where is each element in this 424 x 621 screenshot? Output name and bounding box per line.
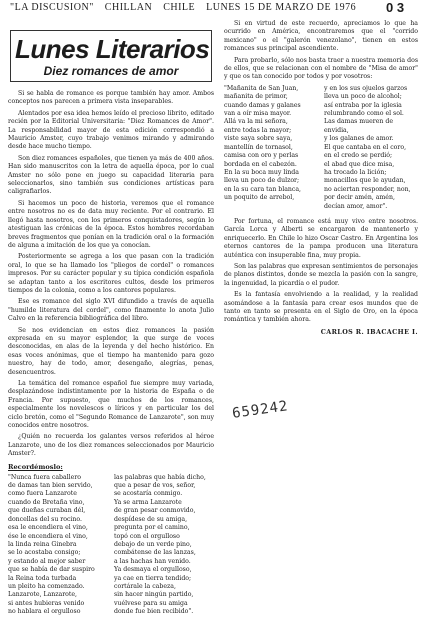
- paragraph: Son las palabras que expresan sentimientos de personajes de planos distintos, donde se mezcla la pasión con la sangre, la ingenuidad, la picardía o el pudor.: [224, 262, 418, 287]
- paragraph: La temática del romance español fue siempre muy variada, desplazándose indistintamente por la historia de España o de Francia. Por supuesto, que muchos de los romances, especialmente los novelescos o líricos y en particular los del ciclo bretón, como el "Segundo Romance de Lanzarote", son muy conocidos entre nosotros.: [8, 380, 214, 430]
- article-title: Lunes Literarios: [15, 34, 210, 64]
- country-name: CHILE: [163, 2, 196, 13]
- poem-column-right: las palabras que había dicho, que a pesar de vos, señor, se acostaría conmigo. Ya se arma Lanzarote de gran pesar conmovido, despídese de su amiga, pregunta por el camino, topó con el orgulloso debajo de un verde pino, combátense de las lanzas, a las hachas han venido. Ya desmaya el orgulloso, ya cae en tierra tendido; cortárale la cabeza, sin hacer ningún partido, vuélvese para su amiga donde fue bien recibido".: [114, 473, 206, 616]
- paragraph: Posteriormente se agrega a los que pasan con la tradición oral, lo que se ha llamado los "pliegos de cordel" o romances impresos. Por su carácter popular y su típica condición española se adaptan tanto a los escritores cultos, desde los primeros tiempos de la colonia, como a los cantores populares.: [8, 253, 214, 294]
- paragraph: Ese es romance del siglo XVI difundido a través de aquella "humilde literatura del cordel", como finamente lo anota Julio Calvo en la referencia bibliográfica del libro.: [8, 298, 214, 323]
- paragraph: Son diez romances españoles, que tienen ya más de 400 años. Han sido manuscritos con la letra de aquella época, por lo cual Amster no sólo pone en juego su capacidad literaria para seleccionarlos, sino también sus condiciones artísticas para caligrafiarlos.: [8, 154, 214, 196]
- issue-date: LUNES 15 DE MARZO DE 1976: [206, 2, 357, 13]
- poem-column-left: "Nunca fuera caballero de damas tan bien servido, como fuera Lanzarote cuando de Bretaña vino, que dueñas curaban dél, doncellas del su rocino. esa le encendiera el vino, ése le encendiera el vino, la linda reina Ginebra se lo acostaba consigo; y estando al mejor saber que se había de dar suspiro la Reina toda turbada un pleito ha comenzado. Lanzarote, Lanzarote, si antes hubieras venido no hablara el orgulloso: [8, 473, 95, 616]
- page-number: 0 3: [386, 0, 405, 15]
- poem-column-right: y en los sus ojuelos garzos lleva un poco de alcohol; así entraba por la iglesia relumbrando como el sol. Las damas mueren de envidia, y los galanes de amor. El que cantaba en el coro, en el credo se perdió; el abad que dice misa, ha trocado la lición; monacillos que le ayudan, no aciertan responder, non, por decir amén, amén, decían amor, amor".: [324, 84, 411, 210]
- poem-column-left: "Mañanita de San Juan, mañanita de primor, cuando damas y galanes van a oír misa mayor. Allá va la mi señora, entre todas la mayor; viste saya sobre saya, mantellín de tornasol, camisa con oro y perlas bordada en el cabezón. En la su boca muy linda lleva un poco de dulzor; en la su cara tan blanca, un poquito de arrebol,: [224, 84, 302, 202]
- paragraph: Alentados por esa idea hemos leído el precioso librito, editado recién por la Editorial Universitaria: "Diez Romances de Amor". La responsabilidad mayor de esta edición correspondió a Mauricio Amster, cuyo trabajo venimos mirando y admirando desde hace mucho tiempo.: [8, 109, 214, 151]
- right-column: [224, 20, 418, 600]
- section-label: Recordémoslo:: [8, 462, 63, 471]
- paragraph: Si en virtud de este recuerdo, apreciamos lo que ha ocurrido en América, encontraremos que el "corrido mexicano" o el "galerón venezolano", tienen en estos romances sus principal ascendiente.: [224, 20, 418, 53]
- paragraph: Por fortuna, el romance está muy vivo entre nosotros. García Lorca y Alberti se encargaron de mantenerlo y enriquecerlo. En Chile lo hizo Oscar Castro. En Argentina los eternos cantores de la pampa producen una literatura auténtica con insuperable fina, muy propia.: [224, 217, 418, 259]
- title-box: [10, 30, 212, 82]
- masthead: [10, 2, 357, 16]
- newspaper-name: "LA DISCUSION": [10, 2, 94, 13]
- left-column: [8, 20, 214, 616]
- paragraph: Si hacemos un poco de historia, veremos que el romance entre nosotros no es de data muy reciente. Por el contrario. El llegó hasta nosotros, con los primeros conquistadores, según lo atestiguan las crónicas de la época. Estos hombres recordaban breves fragmentos que ponían en la tradición oral o la formación de alguna a imitación de los que ya conocían.: [8, 199, 214, 249]
- lanzarote-poem: [8, 474, 214, 621]
- handwritten-archive-number: 659242: [231, 398, 290, 422]
- article-subtitle: Diez romances de amor: [43, 64, 179, 78]
- misa-de-amor-poem: [224, 85, 418, 215]
- paragraph: ¿Quién no recuerda los galantes versos referidos al héroe Lanzarote, uno de los diez romances seleccionados por Mauricio Amster?.: [8, 433, 214, 458]
- paragraph: Se nos evidencian en estos diez romances la pasión expresada en su mayor esplendor, la que surge de voces desconocidas, en alas de la leyenda y del hecho histórico. En esas voces anónimas, que el tiempo ha mantenido para gozo nuestro, hay de todo, amor, desengaño, alegrías, penas, desencuentros.: [8, 326, 214, 376]
- paragraph: Si se habla de romance es porque también hay amor. Ambos conceptos nos parecen a primera vista inseparables.: [8, 90, 214, 106]
- paragraph: Es la fantasía envolviendo a la realidad, y la realidad asomándose a la fantasía para crear esos mundos que de tanto en tanto se presenta en el Siglo de Oro, en la época romántica y también ahora.: [224, 291, 418, 324]
- paragraph: Para probarlo, sólo nos basta traer a nuestra memoria dos de ellos, que se relacionan con el nombre de "Misa de amor" y que os tan conocido por todos y por vosotros:: [224, 56, 418, 81]
- city-name: CHILLAN: [104, 2, 153, 13]
- author-signature: CARLOS R. IBACACHE I.: [320, 327, 418, 336]
